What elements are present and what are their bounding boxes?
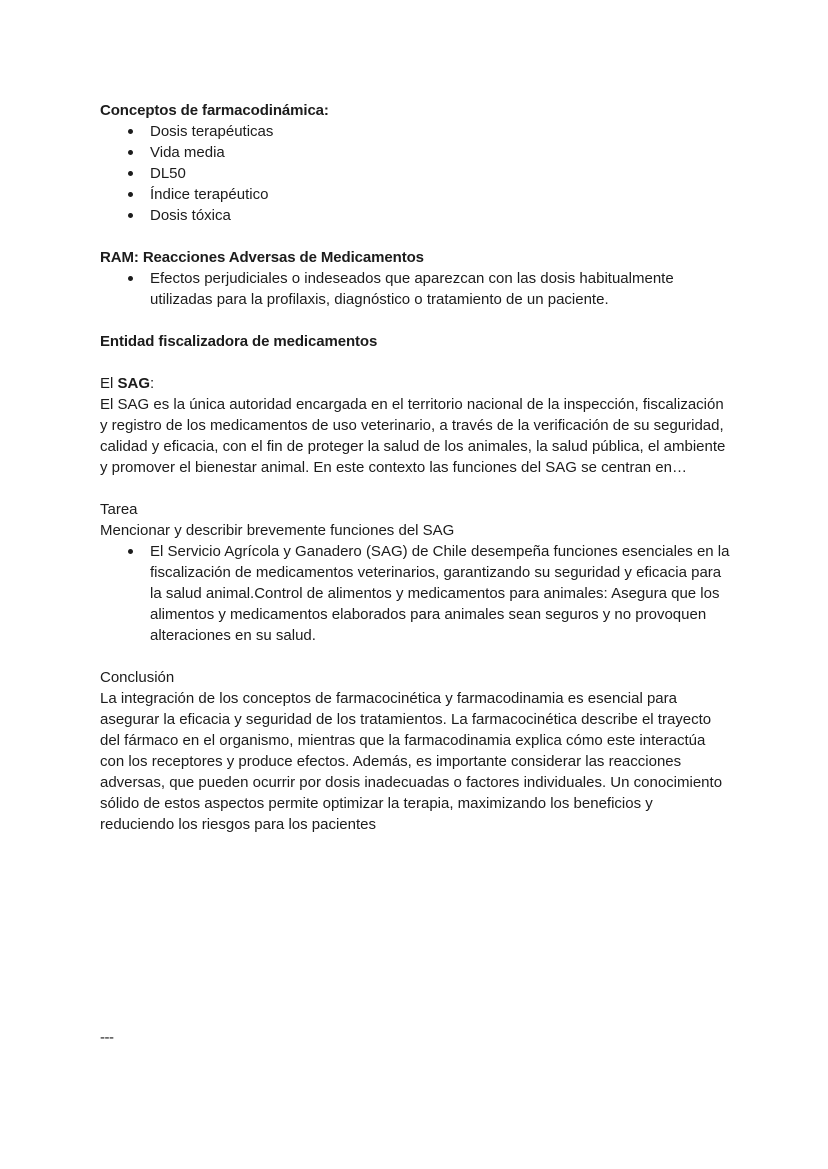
list-item-text: Efectos perjudiciales o indeseados que aparezcan con las dosis habitualmente utilizadas para la profilaxis, diagnóstico o tratamiento de un paciente. [150, 270, 674, 308]
spacer [100, 352, 730, 373]
section-el-sag [100, 373, 730, 478]
el-sag-lead-line [100, 373, 730, 394]
list-item [100, 163, 730, 184]
section-heading-entidad-fiscalizadora: Entidad fiscalizadora de medicamentos [100, 333, 378, 350]
section-tarea [100, 499, 730, 646]
tarea-prompt: Mencionar y describir brevemente funciones del SAG [100, 522, 455, 539]
list-item-text: Dosis tóxica [150, 207, 231, 224]
spacer [100, 226, 730, 247]
el-sag-lead-suffix: : [150, 375, 155, 392]
list-item-text: Vida media [150, 144, 225, 161]
bullet-dot-icon [128, 213, 133, 218]
section-conclusion [100, 667, 730, 835]
list-item [100, 205, 730, 226]
footer-separator: --- [100, 1029, 114, 1046]
spacer [100, 646, 730, 667]
bullet-list-ram [100, 268, 730, 310]
bullet-dot-icon [128, 129, 133, 134]
conclusion-label: Conclusión [100, 669, 175, 686]
tarea-label: Tarea [100, 501, 138, 518]
spacer [100, 310, 730, 331]
list-item [100, 184, 730, 205]
conclusion-paragraph: La integración de los conceptos de farmacocinética y farmacodinamia es esencial para asegurar la eficacia y seguridad de los tratamientos. La farmacocinética describe el trayecto del fármaco en el organismo, mientras que la farmacodinamia explica cómo este interactúa con los receptores y produce efectos. Además, es importante considerar las reacciones adversas, que pueden ocurrir por dosis inadecuadas o factores individuales. Un conocimiento sólido de estos aspectos permite optimizar la terapia, maximizando los beneficios y reduciendo los riesgos para los pacientes [100, 690, 723, 833]
bullet-list-tarea [100, 541, 730, 646]
bullet-dot-icon [128, 192, 133, 197]
list-item [100, 541, 730, 646]
el-sag-paragraph: El SAG es la única autoridad encargada en el territorio nacional de la inspección, fiscalización y registro de los medicamentos de uso veterinario, a través de la verificación de su seguridad, calidad y eficacia, con el fin de proteger la salud de los animales, la salud pública, el ambiente y promover el bienestar animal. En este contexto las funciones del SAG se centran en… [100, 396, 726, 476]
el-sag-lead-bold: SAG [117, 375, 151, 392]
bullet-list-farmacodinamica [100, 121, 730, 226]
section-heading-farmacodinamica: Conceptos de farmacodinámica: [100, 102, 329, 119]
section-farmacodinamica [100, 100, 730, 226]
list-item [100, 142, 730, 163]
section-heading-ram: RAM: Reacciones Adversas de Medicamentos [100, 249, 424, 266]
section-ram [100, 247, 730, 310]
document-body [100, 100, 730, 835]
bullet-dot-icon [128, 150, 133, 155]
list-item-text: El Servicio Agrícola y Ganadero (SAG) de Chile desempeña funciones esenciales en la fiscalización de medicamentos veterinarios, garantizando su seguridad y eficacia para la salud animal.Control de alimentos y medicamentos para animales: Asegura que los alimentos y medicamentos elaborados para animales sean seguros y no provoquen alteraciones en su salud. [150, 543, 730, 644]
list-item-text: Índice terapéutico [150, 186, 269, 203]
bullet-dot-icon [128, 549, 133, 554]
list-item-text: Dosis terapéuticas [150, 123, 274, 140]
list-item [100, 121, 730, 142]
el-sag-lead-prefix: El [100, 375, 118, 392]
list-item-text: DL50 [150, 165, 186, 182]
list-item [100, 268, 730, 310]
bullet-dot-icon [128, 171, 133, 176]
bullet-dot-icon [128, 276, 133, 281]
section-entidad-fiscalizadora [100, 331, 730, 352]
spacer [100, 478, 730, 499]
